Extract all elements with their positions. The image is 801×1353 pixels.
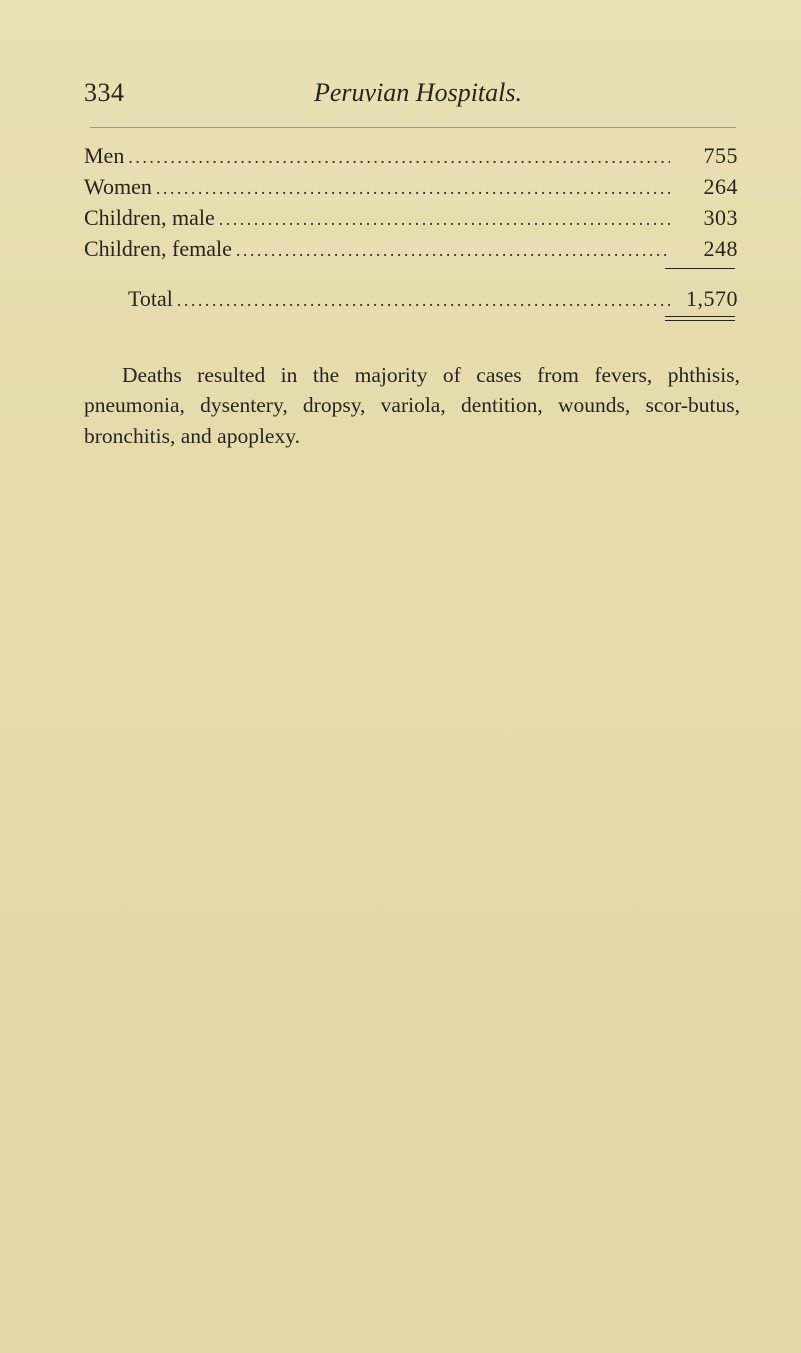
running-title: Peruvian Hospitals. [314,78,522,107]
statistics-table [84,140,738,264]
total-rule [665,268,735,269]
page-header [84,78,736,112]
dot-leader [156,173,670,204]
table-row [84,140,738,171]
body-paragraph: Deaths resulted in the majority of cases from fevers, phthisis, pneumonia, dysentery, dropsy, variola, dentition, wounds, scor-butus, bronchitis, and apoplexy. [84,362,740,448]
double-rule-upper [665,316,735,317]
total-value: 1,570 [686,286,738,311]
table-row [84,171,738,202]
total-label: Total [128,286,173,311]
header-rule [90,127,736,128]
total-row [128,283,738,314]
row-value: 303 [703,205,738,230]
table-row-total [128,283,738,314]
row-label: Men [84,143,125,168]
row-value: 248 [703,236,738,261]
row-label: Women [84,174,152,199]
row-value: 755 [703,143,738,168]
dot-leader [219,204,670,235]
page-number: 334 [84,78,125,107]
row-label: Children, male [84,205,215,230]
row-label: Children, female [84,236,232,261]
dot-leader [128,142,670,173]
table-row [84,233,738,264]
row-value: 264 [703,174,738,199]
double-rule-lower [665,320,735,321]
table-row [84,202,738,233]
dot-leader [236,235,670,266]
dot-leader [177,285,670,316]
